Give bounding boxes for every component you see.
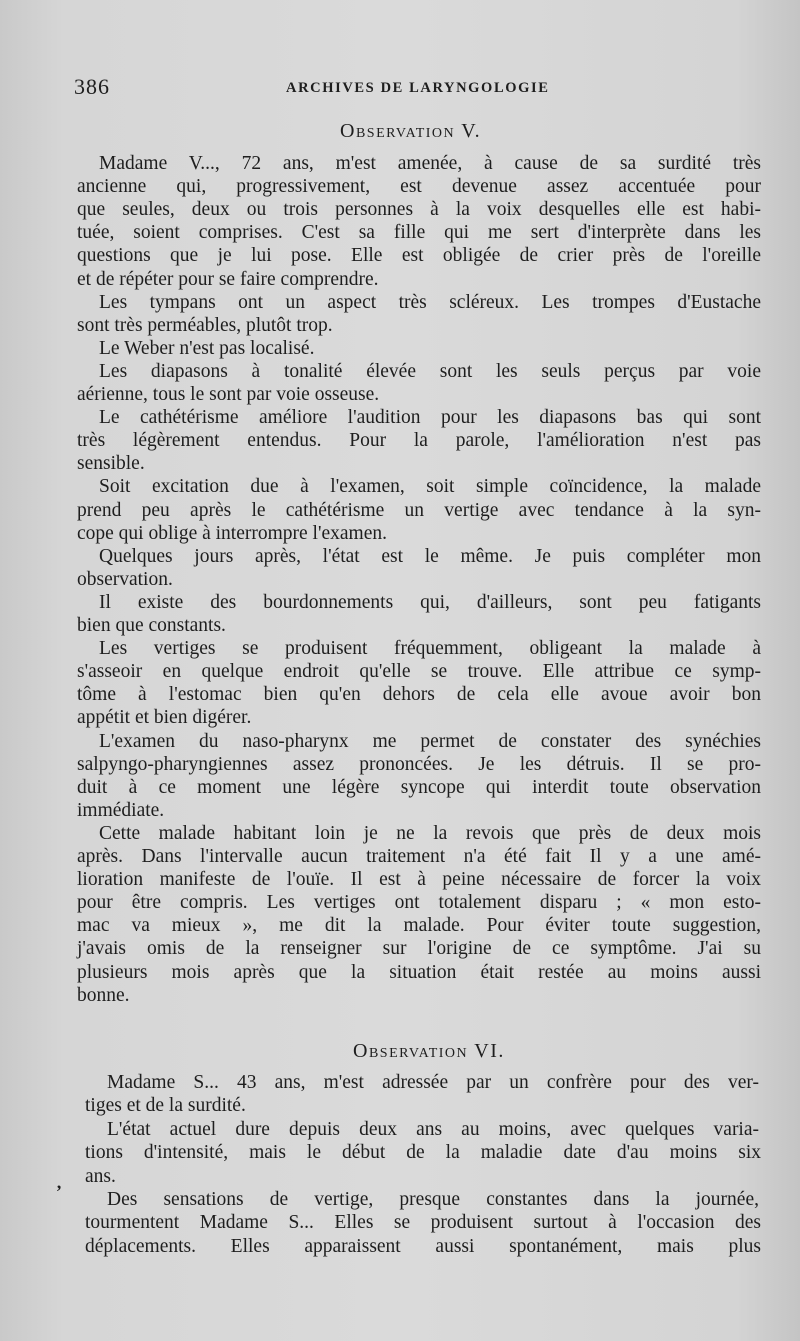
text-line-content: Quelques jours après, l'état est le même. Je puis compléter mon [99, 545, 761, 567]
text-line [0, 915, 800, 939]
text-line-content: L'examen du naso-pharynx me permet de constater des synéchies [99, 730, 761, 752]
text-line [0, 523, 800, 547]
text-line [0, 153, 800, 177]
text-line-content: observation. [77, 568, 173, 590]
text-line-content: prend peu après le cathétérisme un vertige avec tendance à la syn- [77, 499, 761, 521]
text-line-content: L'état actuel dure depuis deux ans au moins, avec quelques varia- [107, 1118, 759, 1140]
text-line-content: appétit et bien digérer. [77, 707, 252, 729]
text-line-content: déplacements. Elles apparaissent aussi spontanément, mais plus [85, 1235, 761, 1257]
text-line [0, 176, 800, 200]
text-line-content: salpyngo-pharyngiennes assez prononcées. Je les détruis. Il se pro- [77, 753, 761, 775]
text-line-content: après. Dans l'intervalle aucun traitement n'a été fait Il y a une amé- [77, 846, 761, 867]
text-line [0, 869, 800, 893]
text-line [0, 269, 800, 293]
text-line-content: que seules, deux ou trois personnes à la voix desquelles elle est habi- [77, 199, 761, 221]
text-line-content: Madame S... 43 ans, m'est adressée par un confrère pour des ver- [107, 1072, 759, 1093]
text-line [0, 292, 800, 316]
text-line-content: et de répéter pour se faire comprendre. [77, 268, 379, 290]
text-line-content: Madame V..., 72 ans, m'est amenée, à cause de sa surdité très [99, 153, 761, 174]
text-line-content: sensible. [77, 453, 145, 475]
text-line [0, 569, 800, 593]
observation-v-title: Observation V. [340, 120, 482, 142]
text-line [0, 315, 800, 339]
page-number: 386 [74, 74, 110, 99]
text-line [0, 453, 800, 477]
text-line-content: plusieurs mois après que la situation était restée au moins aussi [77, 961, 761, 983]
text-line [0, 361, 800, 385]
text-line-content: Le Weber n'est pas localisé. [99, 337, 315, 359]
text-line [0, 800, 800, 824]
text-line-content: s'asseoir en quelque endroit qu'elle se trouve. Elle attribue ce symp- [77, 661, 761, 683]
text-line [0, 546, 800, 570]
text-line [0, 1166, 800, 1190]
text-line [0, 777, 800, 801]
text-line-content: ans. [85, 1165, 116, 1187]
text-line [0, 476, 800, 500]
text-line-content: Soit excitation due à l'examen, soit simple coïncidence, la malade [99, 476, 761, 498]
text-line-content: bonne. [77, 984, 130, 1006]
text-line-content: lioration manifeste de l'ouïe. Il est à peine nécessaire de forcer la voix [77, 869, 761, 891]
running-title: ARCHIVES DE LARYNGOLOGIE [286, 80, 550, 96]
text-line [0, 1189, 800, 1213]
text-line [0, 592, 800, 616]
text-line-content: pour être compris. Les vertiges ont totalement disparu ; « mon esto- [77, 892, 761, 914]
text-line [0, 222, 800, 246]
text-line [0, 938, 800, 962]
text-line [0, 1095, 800, 1119]
text-line-content: immédiate. [77, 799, 165, 821]
text-line-content: cope qui oblige à interrompre l'examen. [77, 522, 387, 544]
text-line-content: sont très perméables, plutôt trop. [77, 314, 333, 336]
text-line [0, 985, 800, 1009]
text-line [0, 731, 800, 755]
text-line-content: Des sensations de vertige, presque constantes dans la journée, [107, 1189, 759, 1210]
text-line [0, 500, 800, 524]
text-line [0, 384, 800, 408]
text-line-content: Il existe des bourdonnements qui, d'ailleurs, sont peu fatigants [99, 591, 761, 613]
text-line [0, 661, 800, 685]
text-line [0, 1212, 800, 1236]
text-line-content: très légèrement entendus. Pour la parole, l'amélioration n'est pas [77, 430, 761, 452]
text-line-content: tourmentent Madame S... Elles se produisent surtout à l'occasion des [85, 1212, 761, 1234]
text-line-content: bien que constants. [77, 615, 226, 636]
text-line [0, 892, 800, 916]
text-line [0, 754, 800, 778]
text-line [0, 684, 800, 708]
text-line-content: j'avais omis de la renseigner sur l'origine de ce symptôme. J'ai su [77, 938, 761, 960]
text-line [0, 1142, 800, 1166]
text-line-content: tions d'intensité, mais le début de la maladie date d'au moins six [85, 1142, 761, 1164]
text-line-content: Les vertiges se produisent fréquemment, obligeant la malade à [99, 638, 761, 660]
text-line-content: tiges et de la surdité. [85, 1095, 246, 1117]
text-line [0, 1072, 800, 1096]
text-line [0, 407, 800, 431]
margin-mark: ‚ [56, 1172, 62, 1192]
text-line [0, 615, 800, 639]
text-line [0, 1119, 800, 1143]
text-line [0, 707, 800, 731]
text-line [0, 962, 800, 986]
text-line-content: aérienne, tous le sont par voie osseuse. [77, 384, 380, 405]
text-line [0, 199, 800, 223]
text-line-content: tuée, soient comprises. C'est sa fille qui me sert d'interprète dans les [77, 222, 761, 244]
text-line [0, 846, 800, 870]
text-line-content: questions que je lui pose. Elle est obligée de crier près de l'oreille [77, 245, 761, 267]
text-line-content: Les diapasons à tonalité élevée sont les seuls perçus par voie [99, 360, 761, 382]
text-line-content: Le cathétérisme améliore l'audition pour les diapasons bas qui sont [99, 407, 761, 429]
text-line-content: duit à ce moment une légère syncope qui interdit toute observation [77, 776, 761, 798]
text-line-content: Cette malade habitant loin je ne la revois que près de deux mois [99, 822, 761, 844]
text-line [0, 338, 800, 362]
text-line-content: ancienne qui, progressivement, est devenue assez accentuée pour [77, 176, 761, 198]
text-line-content: tôme à l'estomac bien qu'en dehors de cela elle avoue avoir bon [77, 684, 761, 706]
observation-vi-title: Observation VI. [353, 1040, 505, 1062]
text-line [0, 245, 800, 269]
text-line [0, 638, 800, 662]
text-line-content: Les tympans ont un aspect très scléreux. Les trompes d'Eustache [99, 291, 761, 313]
text-line [0, 430, 800, 454]
text-line [0, 1236, 800, 1260]
text-line-content: mac va mieux », me dit la malade. Pour éviter toute suggestion, [77, 915, 761, 937]
text-line [0, 823, 800, 847]
